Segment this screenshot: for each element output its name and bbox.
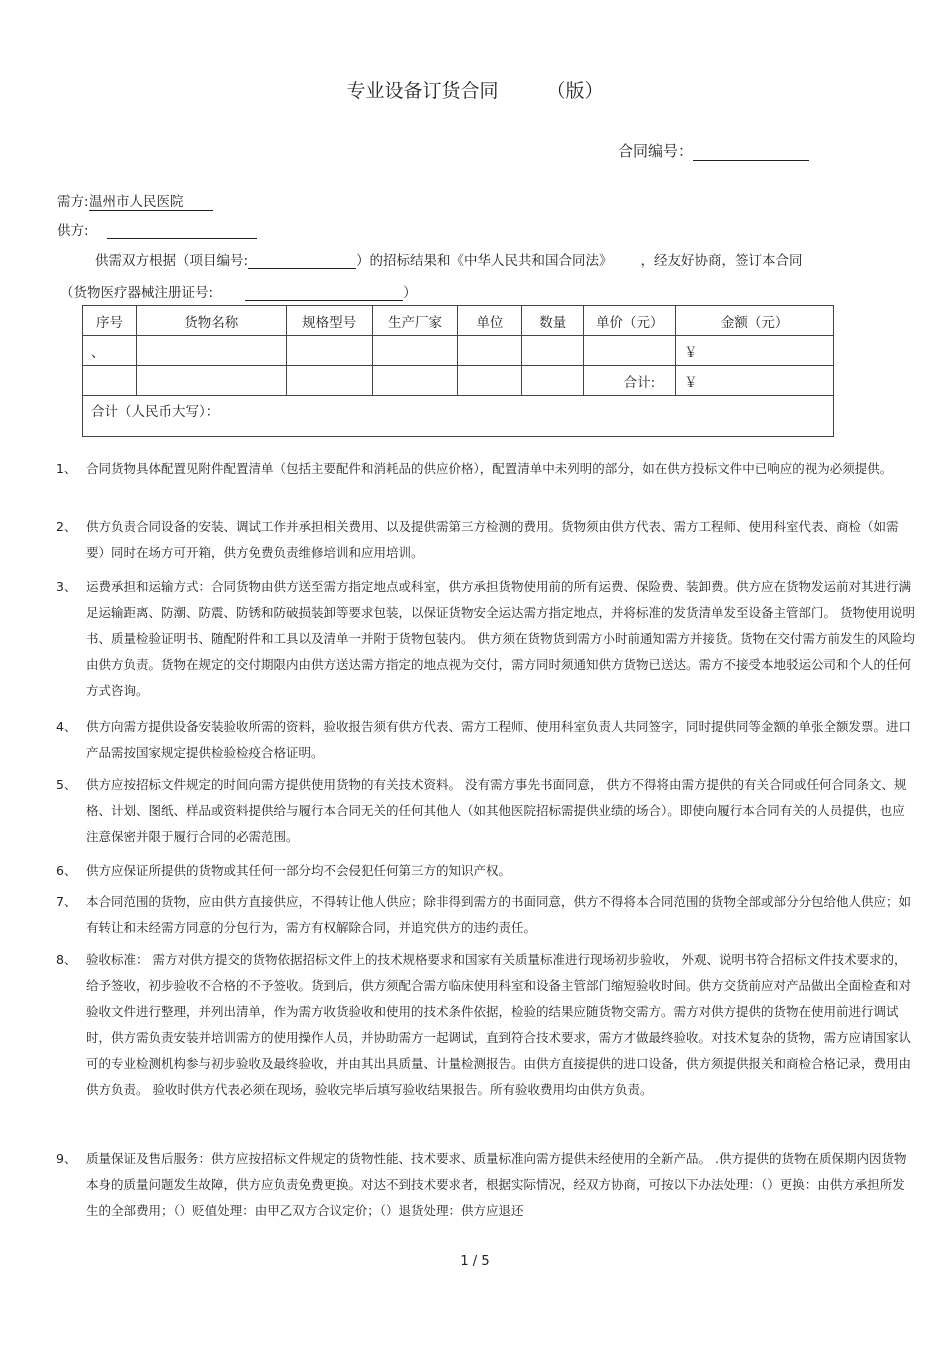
subtotal-row [83,366,834,396]
table-cell[interactable] [522,336,584,366]
clause-text: 供方应保证所提供的货物或其任何一部分均不会侵犯任何第三方的知识产权。 [86,863,512,878]
header-cell: 数量 [522,306,584,336]
clause-number: 3、 [56,579,77,594]
buyer-name[interactable]: 温州市人民医院 [89,190,213,211]
clause-number: 4、 [56,719,77,734]
total-cn-label[interactable]: 合计（人民币大写）： [83,396,834,437]
goods-table [82,305,834,437]
table-cell[interactable] [458,366,522,396]
table-cell[interactable] [522,366,584,396]
header-cell: 单价（元） [584,306,676,336]
table-header-row [83,306,834,336]
table-cell[interactable] [372,336,458,366]
table-cell[interactable] [286,366,372,396]
intro-line-2 [60,281,417,301]
table-row [83,336,834,366]
clause-number: 1、 [56,461,77,476]
subtotal-label: 合计: [584,366,676,396]
subtotal-amount[interactable]: ￥ [676,366,834,396]
title-suffix: （版） [546,80,604,102]
header-cell: 规格型号 [286,306,372,336]
clause-text: 验收标准： 需方对供方提交的货物依据招标文件上的技术规格要求和国家有关质量标准进行现场初步验收， 外观、说明书符合招标文件技术要求的，给予签收，初步验收不合格的不予签收。货到后，供方须配合需方临床使用科室和设备主管部门缩短验收时间。供方交货前应对产品做出全面检查和对验收文件进行整理，并列出清单，作为需方收货验收和使用的技术条件依据，检验的结果应随货物交需方。需方对供方提供的货物在使用前进行调试时，供方需负责安装并培训需方的使用操作人员，并协助需方一起调试，直到符合技术要求，需方才做最终验收。对技术复杂的货物，需方应请国家认可的专业检测机构参与初步验收及最终验收，并由其出具质量、计量检测报告。由供方直接提供的进口设备，供方须提供报关和商检合格记录，费用由供方负责。 验收时供方代表必须在现场，验收完毕后填写验收结果报告。所有验收费用均由供方负责。 [86,952,912,1097]
buyer-line [57,190,213,211]
contract-number-field[interactable] [693,144,809,161]
table-cell[interactable] [458,336,522,366]
intro-text-b: ）的招标结果和《中华人民共和国合同法》 [356,253,613,269]
contract-number-label: 合同编号： [618,142,694,160]
buyer-label: 需方: [57,194,89,210]
table-cell[interactable] [372,366,458,396]
page-number: 1 / 5 [460,1254,490,1269]
table-cell[interactable] [286,336,372,366]
intro-text-c: ，经友好协商，签订本合同 [640,253,803,269]
header-cell: 生产厂家 [372,306,458,336]
project-number-field[interactable] [248,252,356,269]
header-cell: 金额（元） [676,306,834,336]
title-text: 专业设备订货合同 [346,80,499,102]
clause-number: 5、 [56,777,77,792]
table-cell[interactable] [584,336,676,366]
clause-text: 供方应按招标文件规定的时间向需方提供使用货物的有关技术资料。 没有需方事先书面同意， 供方不得将由需方提供的有关合同或任何合同条文、规格、计划、图纸、样品或资料提供给与履行本合同无关的任何其他人（如其他医院招标需提供业绩的场合）。即使向履行本合同有关的人员提供，也应注意保密并限于履行合同的必需范围。 [86,777,907,844]
clause-number: 2、 [56,519,77,534]
intro-text-a: 供需双方根据（项目编号: [95,253,249,269]
registration-close: ） [403,285,417,301]
supplier-field[interactable] [107,222,257,239]
clause-number: 6、 [56,863,77,878]
table-cell[interactable] [136,336,286,366]
supplier-label: 供方: [57,223,89,239]
amount-cell[interactable]: ￥ [676,336,834,366]
intro-line-1 [95,249,803,269]
clause-number: 8、 [56,952,77,967]
supplier-line [57,219,257,239]
table-cell[interactable] [83,366,137,396]
table-cell[interactable] [136,366,286,396]
clause-text: 合同货物具体配置见附件配置清单（包括主要配件和消耗品的供应价格），配置清单中未列明的部分，如在供方投标文件中已响应的视为必须提供。 [86,461,893,476]
header-cell: 序号 [83,306,137,336]
registration-field[interactable] [245,284,403,301]
clause-text: 本合同范围的货物，应由供方直接供应，不得转让他人供应；除非得到需方的书面同意，供方不得将本合同范围的货物全部或部分分包给他人供应；如有转让和未经需方同意的分包行为，需方有权解除合同，并追究供方的违约责任。 [86,894,912,935]
contract-number [618,140,809,161]
clause-text: 运费承担和运输方式：合同货物由供方送至需方指定地点或科室，供方承担货物使用前的所有运费、保险费、装卸费。供方应在货物发运前对其进行满足运输距离、防潮、防震、防锈和防破损装卸等要求包装，以保证货物安全运达需方指定地点，并将标准的发货清单发至设备主管部门。 货物使用说明书、质量检验证明书、随配附件和工具以及清单一并附于货物包装内。 供方须在货物货到需方小时前通知需方并接货。货物在交付需方前发生的风险均由供方负责。货物在规定的交付期限内由供方送达需方指定的地点视为交付，需方同时须通知供方货物已送达。需方不接受本地驳运公司和个人的任何方式咨询。 [86,579,915,698]
header-cell: 货物名称 [136,306,286,336]
clause-text: 供方向需方提供设备安装验收所需的资料，验收报告须有供方代表、需方工程师、使用科室负责人共同签字，同时提供同等金额的单张全额发票。进口产品需按国家规定提供检验检疫合格证明。 [86,719,912,760]
row-number-cell[interactable]: 、 [83,336,137,366]
clause-number: 7、 [56,894,77,909]
clause-text: 供方负责合同设备的安装、调试工作并承担相关费用、以及提供需第三方检测的费用。货物须由供方代表、需方工程师、使用科室代表、商检（如需要）同时在场方可开箱，供方免费负责维修培训和应用培训。 [86,519,899,560]
total-cn-row [83,396,834,437]
registration-label: （货物医疗器械注册证号: [60,285,214,301]
clause-number: 9、 [56,1151,77,1166]
clause-text: 质量保证及售后服务：供方应按招标文件规定的货物性能、技术要求、质量标准向需方提供未经使用的全新产品。 .供方提供的货物在质保期内因货物本身的质量问题发生故障，供方应负责免费更换。对达不到技术要求者，根据实际情况，经双方协商，可按以下办法处理：（）更换：由供方承担所发生的全部费用；（）贬值处理：由甲乙双方合议定价；（）退货处理：供方应退还 [86,1151,907,1218]
header-cell: 单位 [458,306,522,336]
contract-title [0,76,950,103]
